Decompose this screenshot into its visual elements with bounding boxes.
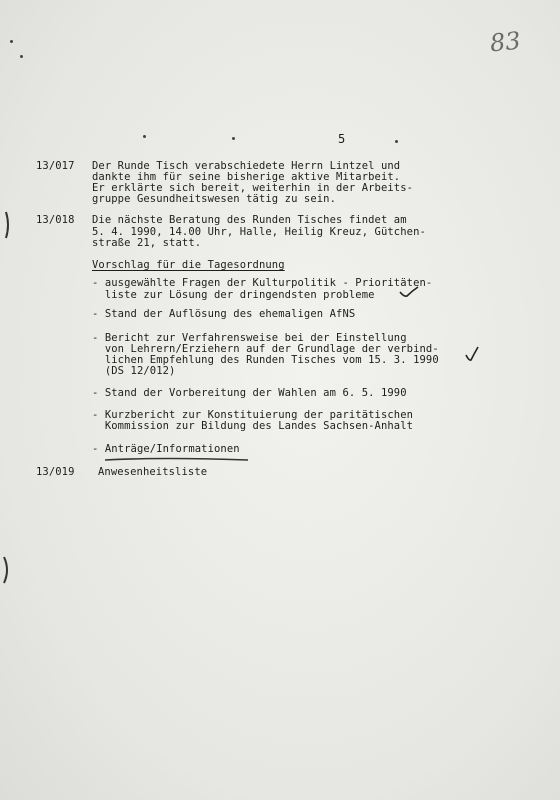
item-text-line: 5. 4. 1990, 14.00 Uhr, Halle, Heilig Kreuz, Gütchen- [92, 226, 426, 238]
scan-mark [143, 135, 146, 138]
scan-mark [20, 55, 23, 58]
agenda-line: - Stand der Auflösung des ehemaligen AfNS [92, 308, 356, 320]
agenda-line: von Lehrern/Erziehern auf der Grundlage der verbind- [92, 343, 439, 355]
scan-mark [395, 140, 398, 143]
scan-mark [10, 40, 13, 43]
item-text-line: Der Runde Tisch verabschiedete Herrn Lintzel und [92, 160, 401, 172]
agenda-line: (DS 12/012) [92, 365, 176, 377]
punch-hole-mark [0, 555, 12, 585]
agenda-line: - Stand der Vorbereitung der Wahlen am 6. 5. 1990 [92, 387, 407, 399]
agenda-heading: Vorschlag für die Tagesordnung [92, 259, 285, 271]
item-text-line: dankte ihm für seine bisherige aktive Mitarbeit. [92, 171, 401, 183]
item-text-line: Anwesenheitsliste [98, 466, 208, 478]
agenda-line: Kommission zur Bildung des Landes Sachsen-Anhalt [92, 420, 414, 432]
agenda-line: - Kurzbericht zur Konstituierung der paritätischen [92, 409, 414, 421]
item-id: 13/019 [36, 466, 75, 478]
item-id: 13/017 [36, 160, 75, 172]
item-id: 13/018 [36, 214, 75, 226]
handwritten-page-number: 83 [488, 26, 522, 58]
handwritten-underline [103, 455, 253, 463]
item-text-line: gruppe Gesundheitswesen tätig zu sein. [92, 193, 337, 205]
item-text-line: straße 21, statt. [92, 237, 202, 249]
item-text-line: Die nächste Beratung des Runden Tisches findet am [92, 214, 407, 226]
item-text-line: Er erklärte sich bereit, weiterhin in der Arbeits- [92, 182, 414, 194]
scan-mark [232, 137, 235, 140]
agenda-line: lichen Empfehlung des Runden Tisches vom 15. 3. 1990 [92, 354, 439, 366]
punch-hole-mark [0, 210, 12, 240]
check-mark-icon [398, 285, 420, 299]
agenda-line: - Bericht zur Verfahrensweise bei der Einstellung [92, 332, 407, 344]
check-mark-icon [464, 345, 480, 363]
page-number: 5 [338, 132, 346, 146]
agenda-line: - Anträge/Informationen [92, 443, 240, 455]
agenda-line: - ausgewählte Fragen der Kulturpolitik - Prioritäten- [92, 277, 433, 289]
agenda-line: liste zur Lösung der dringendsten probleme [92, 289, 375, 301]
